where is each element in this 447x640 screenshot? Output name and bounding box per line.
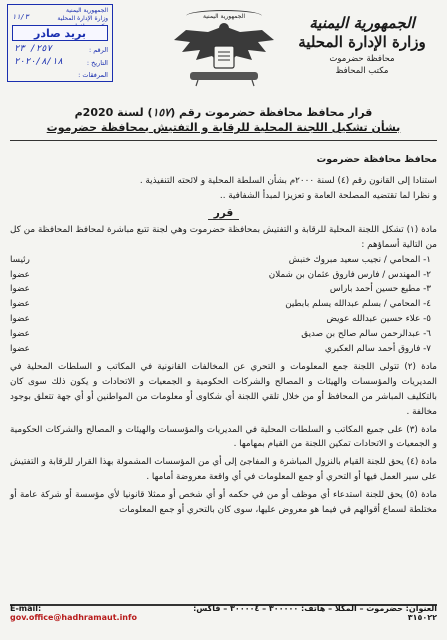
stamp-line1: الجمهورية اليمنية [65, 7, 108, 14]
email-label: E-mail: [10, 604, 42, 613]
eagle-emblem-icon [168, 8, 280, 90]
republic-name: الجمهورية اليمنية [309, 14, 415, 32]
addressee: محافظ محافظة حضرموت [316, 154, 437, 165]
stamp-line2: وزارة الإدارة المحلية [57, 15, 108, 22]
decree-subject-text: بشأن تشكيل اللجنة المحلية للرقابة و التفتيش بمحافظة حضرموت [46, 121, 401, 134]
member-row [10, 297, 437, 312]
decree-body [10, 153, 437, 517]
article-5: مادة (٥) يحق للجنة استدعاء أي موظف أو من في حكمه أو أي شخص أو ممثلا قانونيا لأي مؤسسة أو شركة عامة أو مختلطة لسماع أقوالهم في فيما هو معروض عليها، سوى كان بالتحري أو جمع المعلومات [10, 489, 437, 515]
preamble-2: و نظرا لما تقتضيه المصلحة العامة و تعزيزا لمبدأ الشفافية .. [219, 190, 437, 201]
decree-subject [0, 121, 447, 134]
governorate-name: محافظة حضرموت [329, 54, 395, 64]
letterhead [287, 14, 437, 76]
member-name: ١- المحامي / نجيب سعيد مبروك خنبش [288, 254, 431, 265]
stamp-attachments-label: المرفقات : [78, 71, 108, 79]
member-row [10, 253, 437, 268]
committee-members-list [10, 253, 437, 357]
stamp-number-label: الرقم : [88, 46, 108, 54]
member-role: عضوا [10, 269, 30, 280]
member-name: ٣- مطيع حسين أحمد باراس [329, 284, 431, 295]
member-name: ٤- المحامي / بسلم عبدالله يسلم بابطين [285, 299, 431, 310]
ministry-name: وزارة الإدارة المحلية [298, 33, 426, 51]
member-role: عضوا [10, 284, 30, 295]
member-row [10, 268, 437, 283]
decree-number: ١٥٧ [152, 106, 171, 119]
member-name: ٦- عبدالرحمن سالم صالح بن صديق [301, 328, 431, 339]
article-4: مادة (٤) يحق للجنة القيام بالنزول المباشرة و المفاجئ إلى أي من المؤسسات المشمولة بهذا القرار للرقابة و التفتيش على سير العمل فيها أو التحري أو جمع المعلومات في أي واقعة معروضة أمامها . [10, 457, 437, 482]
preamble-1: استنادا إلى القانون رقم (٤) لسنة ٢٠٠٠م بشأن السلطة المحلية و لائحته التنفيذية . [139, 175, 437, 186]
article-1: مادة (١) تشكل اللجنة المحلية للرقابة و التفتيش بمحافظة حضرموت وهي لجنة تتبع مباشرة لمحافظ المحافظة من كل من التالية أسماؤهم : [10, 225, 437, 250]
email-address: gov.office@hadhramaut.info [10, 613, 137, 622]
stamp-hand-top: ١١/٣ [12, 13, 29, 21]
emblem-motto: الجمهورية اليمنية [186, 10, 262, 22]
stamp-title: بريد صادر [12, 25, 108, 41]
decided-text: قرر [208, 207, 239, 220]
letter-footer [10, 604, 437, 620]
member-row [10, 327, 437, 342]
stamp-number-value: ٢٥٧/ ٢٣ [14, 44, 52, 54]
footer-address: العنوان: حضرموت – المكلا – هاتف: ٣٠٠٠٠٠ – ٣٠٠٠٠٤ – فاكس: ٣١٥٠٢٢ [193, 604, 437, 622]
title-divider [10, 140, 437, 141]
article-2: مادة (٢) تتولى اللجنة جمع المعلومات و التحري عن المخالفات القانونية في المكاتب و السلطات المحلية في المديريات والمؤسسات والهيئات و المصالح والشركات الحكومية و الجمعيات و الاتحادات و يكون ذلك سوى كان بالتكليف المباشر من المحافظ أو من خلال تلقي اللجنة أي شكاوى أو معلومات من المواطنين أو أي جهة تتعلق بوجود مخالفة . [10, 362, 438, 417]
member-row [10, 312, 437, 327]
member-role: عضوا [10, 299, 30, 310]
member-role: عضوا [10, 328, 30, 339]
decree-title-suffix: ) لسنة 2020م [74, 106, 153, 119]
decree-title-prefix: قرار محافظ محافظة حضرموت رقم ( [170, 106, 373, 119]
decided-heading [10, 206, 437, 221]
member-role: عضوا [10, 343, 30, 354]
office-name: مكتب المحافظ [335, 66, 389, 76]
article-3: مادة (٣) على جميع المكاتب و السلطات المحلية في المديريات والمؤسسات والهيئات و المصالح والشركات الحكومية و الجمعيات و الاتحادات تمكين اللجنة من القيام بمهامها . [10, 424, 437, 450]
outgoing-mail-stamp [7, 4, 113, 82]
member-row [10, 342, 437, 357]
stamp-date-label: التاريخ : [86, 59, 108, 67]
stamp-date-value: ٢٠٢٠/٨/١٨ [14, 57, 63, 67]
member-name: ٢- المهندس / فارس فاروق عثمان بن شملان [268, 269, 431, 280]
member-role: رئيسا [10, 254, 30, 265]
member-name: ٧- فاروق أحمد سالم العكبري [324, 343, 431, 354]
decree-title [0, 106, 447, 119]
footer-email [10, 604, 167, 622]
member-row [10, 282, 437, 297]
member-role: عضوا [10, 313, 30, 324]
member-name: ٥- علاء حسين عبدالله عويض [326, 313, 431, 324]
